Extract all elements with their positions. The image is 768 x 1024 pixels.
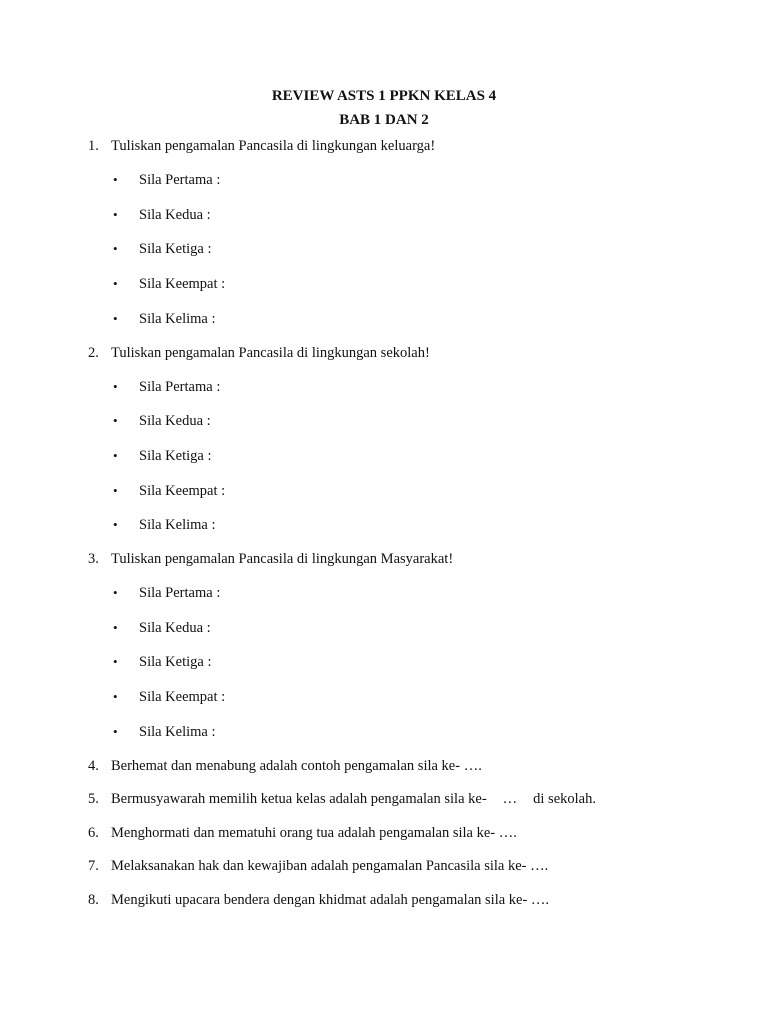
list-item-label: Sila Kedua : bbox=[139, 207, 211, 223]
question-5 bbox=[88, 791, 596, 808]
list-item-label: Sila Pertama : bbox=[139, 585, 221, 601]
list-item bbox=[113, 413, 211, 430]
list-item-label: Sila Ketiga : bbox=[139, 448, 212, 464]
bullet-icon: • bbox=[113, 448, 118, 463]
bullet-icon: • bbox=[113, 724, 118, 739]
question-number: 1. bbox=[88, 138, 99, 154]
question-text-tail: di sekolah. bbox=[533, 791, 596, 807]
question-number: 7. bbox=[88, 858, 99, 874]
question-text: Tuliskan pengamalan Pancasila di lingkungan sekolah! bbox=[111, 345, 430, 361]
list-item-label: Sila Keempat : bbox=[139, 689, 226, 705]
list-item bbox=[113, 517, 216, 534]
list-item-label: Sila Pertama : bbox=[139, 379, 221, 395]
question-8 bbox=[88, 892, 549, 909]
bullet-icon: • bbox=[113, 483, 118, 498]
bullet-icon: • bbox=[113, 654, 118, 669]
list-item bbox=[113, 585, 220, 602]
bullet-icon: • bbox=[113, 379, 118, 394]
bullet-icon: • bbox=[113, 241, 118, 256]
list-item-label: Sila Ketiga : bbox=[139, 241, 212, 257]
list-item bbox=[113, 207, 211, 224]
list-item bbox=[113, 724, 216, 741]
question-7 bbox=[88, 858, 548, 875]
bullet-icon: • bbox=[113, 207, 118, 222]
question-number: 4. bbox=[88, 758, 99, 774]
question-number: 2. bbox=[88, 345, 99, 361]
question-text: Melaksanakan hak dan kewajiban adalah pengamalan Pancasila sila ke- …. bbox=[111, 858, 549, 874]
question-2 bbox=[88, 345, 430, 362]
list-item bbox=[113, 379, 220, 396]
question-text: Bermusyawarah memilih ketua kelas adalah pengamalan sila ke- bbox=[111, 791, 487, 807]
bullet-icon: • bbox=[113, 689, 118, 704]
list-item bbox=[113, 689, 225, 706]
question-3 bbox=[88, 551, 453, 568]
list-item bbox=[113, 654, 212, 671]
list-item-label: Sila Kelima : bbox=[139, 724, 216, 740]
question-text: Tuliskan pengamalan Pancasila di lingkungan keluarga! bbox=[111, 138, 436, 154]
list-item bbox=[113, 241, 212, 258]
list-item bbox=[113, 276, 225, 293]
list-item bbox=[113, 311, 216, 328]
list-item bbox=[113, 448, 212, 465]
document-subtitle: BAB 1 DAN 2 bbox=[339, 112, 429, 128]
list-item-label: Sila Kelima : bbox=[139, 311, 216, 327]
question-number: 8. bbox=[88, 892, 99, 908]
question-1 bbox=[88, 138, 435, 155]
question-text: Menghormati dan mematuhi orang tua adalah pengamalan sila ke- …. bbox=[111, 825, 517, 841]
bullet-icon: • bbox=[113, 517, 118, 532]
bullet-icon: • bbox=[113, 276, 118, 291]
bullet-icon: • bbox=[113, 172, 118, 187]
question-number: 5. bbox=[88, 791, 99, 807]
list-item bbox=[113, 483, 225, 500]
list-item bbox=[113, 620, 211, 637]
bullet-icon: • bbox=[113, 585, 118, 600]
question-6 bbox=[88, 825, 517, 842]
bullet-icon: • bbox=[113, 413, 118, 428]
question-text: Berhemat dan menabung adalah contoh pengamalan sila ke- …. bbox=[111, 758, 482, 774]
document-title: REVIEW ASTS 1 PPKN KELAS 4 bbox=[271, 88, 497, 104]
list-item-label: Sila Kedua : bbox=[139, 620, 211, 636]
list-item-label: Sila Pertama : bbox=[139, 172, 221, 188]
question-4 bbox=[88, 758, 482, 775]
question-number: 3. bbox=[88, 551, 99, 567]
list-item-label: Sila Kelima : bbox=[139, 517, 216, 533]
list-item-label: Sila Keempat : bbox=[139, 276, 226, 292]
bullet-icon: • bbox=[113, 620, 118, 635]
question-text: Mengikuti upacara bendera dengan khidmat adalah pengamalan sila ke- …. bbox=[111, 892, 550, 908]
list-item-label: Sila Kedua : bbox=[139, 413, 211, 429]
bullet-icon: • bbox=[113, 311, 118, 326]
list-item-label: Sila Keempat : bbox=[139, 483, 226, 499]
list-item bbox=[113, 172, 220, 189]
question-number: 6. bbox=[88, 825, 99, 841]
question-text: Tuliskan pengamalan Pancasila di lingkungan Masyarakat! bbox=[111, 551, 454, 567]
list-item-label: Sila Ketiga : bbox=[139, 654, 212, 670]
answer-blank: … bbox=[502, 791, 518, 807]
